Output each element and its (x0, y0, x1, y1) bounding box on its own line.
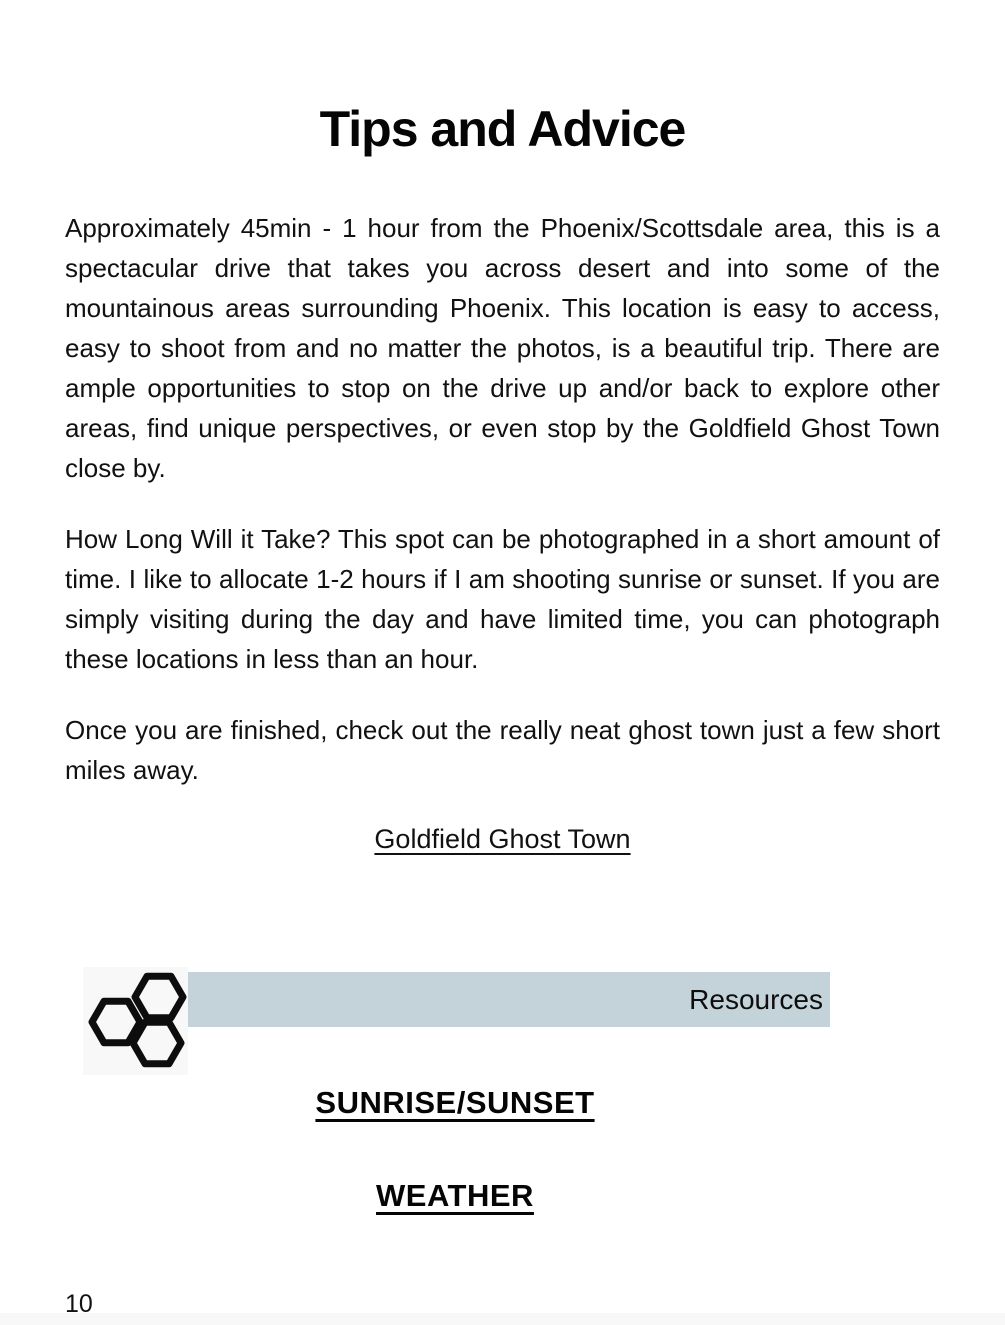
sunrise-sunset-row (65, 1085, 845, 1121)
resources-section (83, 967, 1005, 1075)
paragraph-ghost-town: Once you are finished, check out the really neat ghost town just a few short miles away. (65, 715, 940, 785)
weather-row (65, 1178, 845, 1214)
resource-links (65, 1085, 845, 1214)
page-bottom-edge (0, 1313, 1005, 1325)
weather-link[interactable]: WEATHER (376, 1178, 534, 1213)
article-body (0, 158, 1005, 855)
sunrise-sunset-link[interactable]: SUNRISE/SUNSET (315, 1085, 595, 1120)
goldfield-link-row (65, 824, 940, 855)
hexagon-cluster-icon (83, 965, 188, 1078)
resources-logo (83, 967, 188, 1075)
goldfield-ghost-town-link[interactable]: Goldfield Ghost Town (374, 824, 631, 854)
paragraph-intro: Approximately 45min - 1 hour from the Phoenix/Scottsdale area, this is a spectacular drive that takes you across desert and into some of the mountainous areas surrounding Phoenix. This location is easy to access, easy to shoot from and no matter the photos, is a beautiful trip. There are ample opportunities to stop on the drive up and/or back to explore other areas, find unique perspectives, or even stop by the Goldfield Ghost Town close by. (65, 213, 940, 483)
page-title: Tips and Advice (319, 101, 686, 157)
page-number: 10 (65, 1290, 93, 1318)
resources-heading: Resources (689, 983, 823, 1015)
resources-bar (188, 972, 830, 1027)
paragraph-how-long: How Long Will it Take? This spot can be photographed in a short amount of time. I like to allocate 1-2 hours if I am shooting sunrise or sunset. If you are simply visiting during the day and have limited time, you can photograph these locations in less than an hour. (65, 524, 940, 674)
